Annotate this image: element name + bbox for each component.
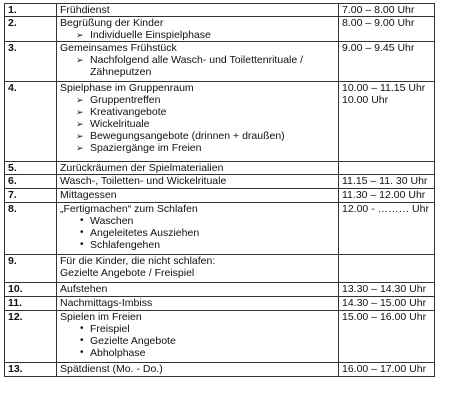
activity-cell — [57, 363, 339, 377]
schedule-row — [5, 82, 435, 162]
time-range: 10.00 Uhr — [342, 94, 389, 106]
arrow-bullet-icon: ➢ — [76, 95, 84, 105]
time-cell — [339, 363, 435, 377]
time-cell — [339, 82, 435, 162]
activity-cell — [57, 82, 339, 162]
sub-item — [60, 94, 335, 106]
sub-item — [60, 118, 335, 130]
schedule-row — [5, 162, 435, 175]
sub-item — [60, 142, 335, 154]
time-cell — [339, 283, 435, 297]
activity-title: Für die Kinder, die nicht schlafen: — [60, 255, 216, 267]
row-number: 2. — [5, 17, 57, 42]
time-cell — [339, 175, 435, 189]
activity-cell — [57, 42, 339, 82]
sub-item — [60, 239, 335, 251]
time-range: 14.30 – 15.00 Uhr — [342, 297, 427, 309]
schedule-row — [5, 203, 435, 255]
row-number: 3. — [5, 42, 57, 82]
schedule-row — [5, 4, 435, 17]
time-range: 8.00 – 9.00 Uhr — [342, 17, 415, 29]
activity-cell — [57, 297, 339, 311]
time-cell — [339, 311, 435, 363]
activity-cell — [57, 4, 339, 17]
row-number: 13. — [5, 363, 57, 377]
time-cell — [339, 189, 435, 203]
bullet-icon: • — [80, 335, 84, 346]
arrow-bullet-icon: ➢ — [76, 55, 84, 65]
sub-item-label: Individuelle Einspielphase — [90, 29, 211, 41]
sub-item-label: Freispiel — [90, 323, 130, 335]
activity-title: Aufstehen — [60, 283, 108, 295]
bullet-icon: • — [80, 227, 84, 238]
time-range: 11.15 – 11. 30 Uhr — [342, 175, 428, 187]
sub-item-label: Schlafengehen — [90, 239, 161, 251]
activity-cell — [57, 189, 339, 203]
time-cell — [339, 17, 435, 42]
row-number: 4. — [5, 82, 57, 162]
arrow-bullet-icon: ➢ — [76, 107, 84, 117]
schedule-row — [5, 363, 435, 377]
row-number: 7. — [5, 189, 57, 203]
bullet-icon: • — [80, 239, 84, 250]
sub-item-label: Nachfolgend alle Wasch- und Toilettenrituale / — [90, 54, 304, 66]
arrow-bullet-icon: ➢ — [76, 119, 84, 129]
time-range: 16.00 – 17.00 Uhr — [342, 363, 427, 375]
schedule-row — [5, 189, 435, 203]
sub-item-label: Abholphase — [90, 347, 146, 359]
row-number: 1. — [5, 4, 57, 17]
daily-schedule-table — [4, 3, 435, 377]
time-range: 10.00 – 11.15 Uhr — [342, 82, 426, 94]
sub-item-continuation: Zähneputzen — [90, 66, 152, 78]
row-number: 9. — [5, 255, 57, 283]
sub-item-label: Wickelrituale — [90, 118, 150, 130]
time-cell — [339, 203, 435, 255]
bullet-icon: • — [80, 323, 84, 334]
sub-item — [60, 54, 335, 66]
bullet-icon: • — [80, 215, 84, 226]
row-number: 11. — [5, 297, 57, 311]
schedule-row — [5, 311, 435, 363]
sub-item-label: Gezielte Angebote — [90, 335, 176, 347]
activity-cell — [57, 283, 339, 297]
sub-item — [60, 130, 335, 142]
time-cell — [339, 297, 435, 311]
activity-title: Nachmittags-Imbiss — [60, 297, 153, 309]
activity-title: Begrüßung der Kinder — [60, 17, 164, 29]
activity-title: Zurückräumen der Spielmaterialien — [60, 162, 224, 174]
activity-title: Gemeinsames Frühstück — [60, 42, 177, 54]
time-range: 11.30 – 12.00 Uhr — [342, 189, 426, 201]
arrow-bullet-icon: ➢ — [76, 143, 84, 153]
activity-cell — [57, 311, 339, 363]
time-range: 9.00 – 9.45 Uhr — [342, 42, 415, 54]
time-range: 7.00 – 8.00 Uhr — [342, 4, 415, 16]
sub-item — [60, 215, 335, 227]
row-number: 6. — [5, 175, 57, 189]
sub-item-label: Waschen — [90, 215, 134, 227]
sub-item — [60, 347, 335, 359]
time-cell — [339, 162, 435, 175]
schedule-row — [5, 283, 435, 297]
sub-item — [60, 29, 335, 41]
activity-title: Spielphase im Gruppenraum — [60, 82, 194, 94]
arrow-bullet-icon: ➢ — [76, 131, 84, 141]
activity-title: Wasch-, Toiletten- und Wickelrituale — [60, 175, 227, 187]
row-number: 5. — [5, 162, 57, 175]
sub-item-label: Kreativangebote — [90, 106, 167, 118]
activity-cell — [57, 17, 339, 42]
schedule-row — [5, 17, 435, 42]
row-number: 12. — [5, 311, 57, 363]
time-range: 13.30 – 14.30 Uhr — [342, 283, 427, 295]
sub-item-label: Bewegungsangebote (drinnen + draußen) — [90, 130, 285, 142]
arrow-bullet-icon: ➢ — [76, 30, 84, 40]
activity-title-line-2: Gezielte Angebote / Freispiel — [60, 267, 195, 279]
time-cell — [339, 255, 435, 283]
activity-cell — [57, 162, 339, 175]
schedule-row — [5, 297, 435, 311]
sub-item — [60, 335, 335, 347]
row-number: 8. — [5, 203, 57, 255]
activity-title: Frühdienst — [60, 4, 110, 16]
time-range: 15.00 – 16.00 Uhr — [342, 311, 427, 323]
activity-cell — [57, 255, 339, 283]
sub-item-label: Angeleitetes Ausziehen — [90, 227, 200, 239]
activity-title: Spielen im Freien — [60, 311, 142, 323]
sub-item — [60, 323, 335, 335]
row-number: 10. — [5, 283, 57, 297]
schedule-row — [5, 175, 435, 189]
activity-cell — [57, 203, 339, 255]
activity-title: „Fertigmachen“ zum Schlafen — [60, 203, 198, 215]
sub-item-label: Spaziergänge im Freien — [90, 142, 202, 154]
time-cell — [339, 42, 435, 82]
activity-cell — [57, 175, 339, 189]
bullet-icon: • — [80, 347, 84, 358]
schedule-row — [5, 42, 435, 82]
sub-item-label: Gruppentreffen — [90, 94, 161, 106]
activity-title: Mittagessen — [60, 189, 117, 201]
activity-title: Spätdienst (Mo. - Do.) — [60, 363, 163, 375]
time-range: 12.00 - ……… Uhr — [342, 203, 429, 215]
schedule-row — [5, 255, 435, 283]
sub-item — [60, 106, 335, 118]
sub-item — [60, 227, 335, 239]
time-cell — [339, 4, 435, 17]
